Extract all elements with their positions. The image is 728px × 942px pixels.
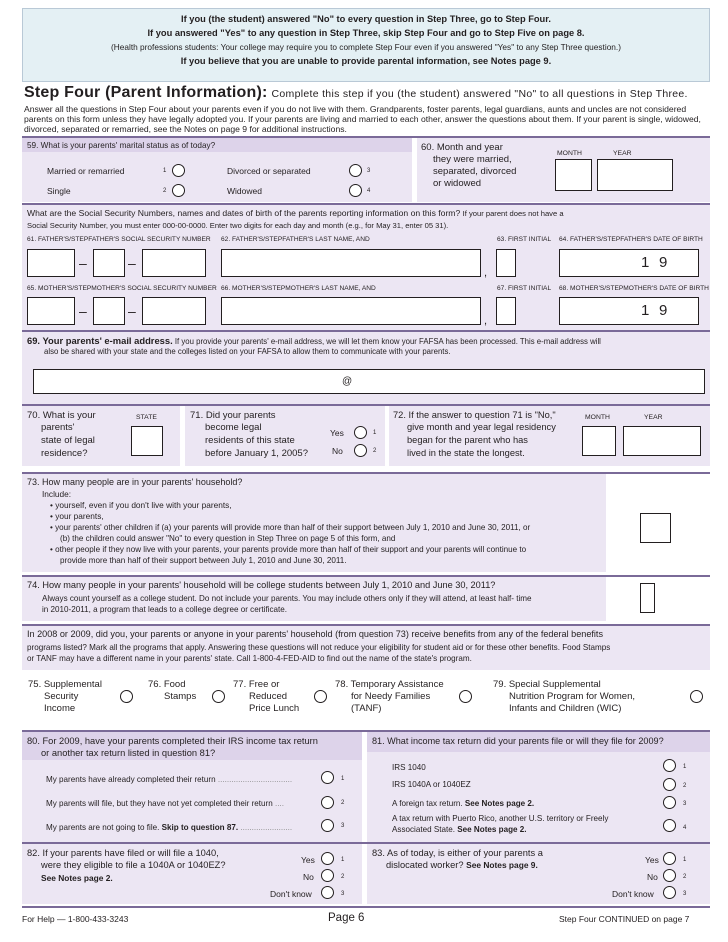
q64-label: 64. FATHER'S/STEPFATHER'S DATE OF BIRTH (559, 236, 703, 243)
q82-no-label: No (303, 872, 314, 882)
q61-ssn-part2[interactable] (93, 249, 125, 277)
q81-1040-radio[interactable] (663, 759, 676, 772)
q82-no-radio[interactable] (321, 869, 334, 882)
q72-month-label: MONTH (585, 414, 610, 421)
q71-yes-label: Yes (330, 428, 344, 438)
q60-month-field[interactable] (555, 159, 592, 191)
q59-single-radio[interactable] (172, 184, 185, 197)
q81-foreign-radio[interactable] (663, 796, 676, 809)
q71-no-label: No (332, 446, 343, 456)
q72-label-1: 72. If the answer to question 71 is "No," (393, 410, 556, 420)
q80-option-3-skip: Skip to question 87. (161, 823, 239, 832)
q65-label: 65. MOTHER'S/STEPMOTHER'S SOCIAL SECURITY NUMBER (27, 285, 217, 292)
q71-label-2: become legal (205, 422, 262, 433)
year-prefix-9: 9 (659, 254, 668, 271)
benefits-text-2: programs listed? Mark all the programs that apply. Answering these questions will not reduce your eligibility for student aid or for these other benefits. Food Stamps (27, 643, 611, 652)
q80-option-2-text: My parents will file, but they have not yet completed their return (46, 799, 273, 808)
q70-label-1: 70. What is your (27, 410, 96, 421)
q72-label-4: lived in the state the longest. (407, 448, 525, 458)
q83-dont-know-label: Don't know (612, 889, 654, 899)
q82-label-1: 82. If your parents have filed or will file a 1040, (27, 848, 219, 858)
q60-month-label: MONTH (557, 150, 582, 157)
benefits-text-3: or TANF may have a different name in your parents' state. Call 1-800-4-FED-AID to find out the name of the state's program. (27, 654, 472, 663)
q62-label: 62. FATHER'S/STEPFATHER'S LAST NAME, AND (221, 236, 370, 243)
step-subtitle: Complete this step if you (the student) answered "No" to all questions in Step Three. (271, 88, 688, 100)
q83-label-2 (386, 859, 538, 872)
q76-label-1: 76. Food (148, 679, 186, 690)
q70-label-3: state of legal (41, 435, 95, 446)
q73-bullet-1-text: yourself, even if you don't live with your parents, (55, 500, 232, 510)
q80-label-1: 80. For 2009, have your parents completed their IRS income tax return (27, 736, 318, 746)
q80-completed-radio[interactable] (321, 771, 334, 784)
q83-dont-know-radio[interactable] (663, 886, 676, 899)
intro-line-4: If you believe that you are unable to provide parental information, see Notes page 9. (180, 56, 552, 66)
q73-bullet-2-text: your parents, (55, 511, 104, 521)
option-number: 3 (683, 891, 687, 897)
q73-bullet-4: • other people if they now live with your parents, your parents provide more than half of their support and your parents will continue to (50, 545, 527, 554)
q59-divorced-radio[interactable] (349, 164, 362, 177)
q75-label-2: Security (44, 691, 79, 702)
q59-widowed-radio[interactable] (349, 184, 362, 197)
q65-ssn-part1[interactable] (27, 297, 75, 325)
q79-label-2: Nutrition Program for Women, (509, 691, 636, 702)
q59-option-married: Married or remarried (47, 166, 125, 176)
q81-option-4a: A tax return with Puerto Rico, another U.S. territory or Freely (392, 814, 609, 823)
step-description: Answer all the questions in Step Four about your parents even if you do not live with them. Grandparents, foster parents, legal guardians, aunts and uncles are not considered parents on this form unless they have legally adopted you. If your parents are living and married to each other, answer the questions about them. If your parent is single, widowed, divorced, separated or remarried, see the Notes on page 9 for additional instructions. (24, 104, 701, 134)
q83-label-2-text: dislocated worker? (386, 860, 464, 870)
q81-option-1: IRS 1040 (392, 763, 426, 772)
q80-will-file-radio[interactable] (321, 796, 334, 809)
q73-bullet-4b: provide more than half of their support between July 1, 2010 and June 30, 2011. (60, 556, 347, 565)
q72-month-field[interactable] (582, 426, 616, 456)
q65-ssn-part2[interactable] (93, 297, 125, 325)
q80-option-3-text: My parents are not going to file. (46, 823, 160, 832)
q79-label-3: Infants and Children (WIC) (509, 703, 622, 714)
q74-text-2: in 2010-2011, a program that leads to a college degree or certificate. (42, 605, 288, 614)
option-number: 1 (373, 430, 377, 436)
q81-label: 81. What income tax return did your parents file or will they file for 2009? (372, 736, 664, 746)
q74-label: 74. How many people in your parents' household will be college students between July 1, 2010 and June 30, 2011? (27, 580, 496, 590)
q81-option-3-note: See Notes page 2. (464, 799, 535, 808)
q61-ssn-part3[interactable] (142, 249, 206, 277)
q69-email-field[interactable] (33, 369, 705, 394)
q76-food-stamps-radio[interactable] (212, 690, 225, 703)
q83-no-label: No (647, 872, 658, 882)
q63-label: 63. FIRST INITIAL (497, 236, 552, 243)
q60-label-1: 60. Month and year (421, 142, 503, 153)
ssn-dash: – (128, 303, 136, 319)
q81-option-3 (392, 798, 534, 809)
option-number: 4 (367, 188, 371, 194)
q59-option-divorced: Divorced or separated (227, 166, 311, 176)
q75-label-3: Income (44, 703, 76, 714)
q64-dob-field[interactable] (559, 249, 699, 277)
q73-bullet-2: • your parents, (50, 511, 104, 521)
q78-label-1: 78. Temporary Assistance (335, 679, 444, 690)
ssn-dash: – (79, 255, 87, 271)
q69-label: 69. Your parents' e-mail address. (27, 335, 173, 346)
q70-state-label: STATE (136, 414, 157, 421)
q59-married-radio[interactable] (172, 164, 185, 177)
q72-year-label: YEAR (644, 414, 663, 421)
q59-label: 59. What is your parents' marital status as of today? (27, 141, 216, 150)
q70-label-2: parents' (41, 422, 75, 433)
option-number: 1 (683, 857, 687, 863)
q67-label: 67. FIRST INITIAL (497, 285, 552, 292)
q73-bullet-3b: (b) the children could answer "No" to every question in Step Three on page 5 of this form, and (60, 534, 396, 543)
q78-tanf-radio[interactable] (459, 690, 472, 703)
q72-label-2: give month and year legal residency (407, 422, 556, 432)
q74-text-1: Always count yourself as a college student. Do not include your parents. You may include others only if they will attend, at least half- time (42, 594, 532, 603)
q60-label-2: they were married, (433, 154, 512, 165)
option-number: 3 (341, 823, 345, 829)
ssn-dash: – (79, 303, 87, 319)
q83-label-2-note: See Notes page 9. (466, 860, 538, 870)
q81-option-4-note: See Notes page 2. (457, 825, 527, 834)
q82-yes-radio[interactable] (321, 852, 334, 865)
q71-label-4: before January 1, 2005? (205, 448, 308, 459)
q80-not-file-radio[interactable] (321, 819, 334, 832)
year-prefix-9: 9 (659, 302, 668, 319)
q82-label-3: See Notes page 2. (41, 873, 113, 883)
q80-label-2: or another tax return listed in question 81? (41, 748, 216, 758)
option-number: 3 (683, 801, 687, 807)
ssn-instructions (27, 208, 564, 219)
step-four-header (24, 84, 714, 134)
q71-yes-radio[interactable] (354, 426, 367, 439)
q73-bullet-4-text: other people if they now live with your parents, your parents provide more than half of their support and your parents will continue to (55, 545, 527, 554)
q70-state-field[interactable] (131, 426, 163, 456)
q61-label: 61. FATHER'S/STEPFATHER'S SOCIAL SECURITY NUMBER (27, 236, 211, 243)
option-number: 1 (341, 776, 345, 782)
q81-territory-radio[interactable] (663, 819, 676, 832)
ssn-instructions-2: Social Security Number, you must enter 000-00-0000. Enter two digits for each day and month (e.g., for May 31, enter 05 31). (27, 221, 449, 230)
q70-label-4: residence? (41, 448, 88, 459)
ssn-dash: – (128, 255, 136, 271)
intro-line-1: If you (the student) answered "No" to every question in Step Three, go to Step Four. (181, 14, 551, 24)
q81-option-4b (392, 824, 527, 835)
option-number: 2 (683, 874, 687, 880)
q73-include: Include: (42, 489, 72, 499)
q78-label-2: for Needy Families (351, 691, 431, 702)
step-title: Step Four (Parent Information): (24, 84, 268, 101)
q69-text-1: If you provide your parents' e-mail address, we will let them know your FAFSA has been processed. This e-mail address will (174, 337, 601, 346)
year-prefix-1: 1 (641, 302, 650, 319)
q77-label-1: 77. Free or (233, 679, 280, 690)
q77-label-2: Reduced (249, 691, 288, 702)
q82-yes-label: Yes (301, 855, 315, 865)
q79-wic-radio[interactable] (690, 690, 703, 703)
q72-year-field[interactable] (623, 426, 701, 456)
option-number: 4 (683, 825, 687, 831)
q83-yes-label: Yes (645, 855, 659, 865)
q81-option-2: IRS 1040A or 1040EZ (392, 780, 471, 789)
option-number: 3 (367, 168, 371, 174)
q66-last-name-field[interactable] (221, 297, 481, 325)
option-number: 2 (683, 783, 687, 789)
q60-label-4: or widowed (433, 178, 482, 189)
q71-no-radio[interactable] (354, 444, 367, 457)
q82-dont-know-radio[interactable] (321, 886, 334, 899)
q81-1040a-radio[interactable] (663, 778, 676, 791)
option-number: 3 (341, 891, 345, 897)
option-number: 2 (341, 800, 345, 806)
q77-label-3: Price Lunch (249, 703, 300, 714)
q76-label-2: Stamps (164, 691, 197, 702)
q80-option-3: My parents are not going to file. Skip to question 87. ....................... (46, 823, 293, 832)
intro-line-2: If you answered "Yes" to any question in Step Three, skip Step Four and go to Step Five on page 8. (147, 28, 585, 38)
q67-initial-field[interactable] (496, 297, 516, 325)
comma: , (484, 267, 488, 279)
q73-bullet-3: • your parents' other children if (a) your parents will provide more than half of their support between July 1, 2010 and June 30, 2011, or (50, 523, 531, 532)
q83-no-radio[interactable] (663, 869, 676, 882)
q72-label-3: began for the parent who has (407, 435, 528, 445)
divider (22, 906, 710, 908)
option-number: 1 (163, 168, 167, 174)
footer-help: For Help — 1-800-433-3243 (22, 914, 129, 924)
q82-label-2: were they eligible to file a 1040A or 1040EZ? (41, 860, 226, 870)
q82-dont-know-label: Don't know (270, 889, 312, 899)
q75-ssi-radio[interactable] (120, 690, 133, 703)
q60-year-label: YEAR (613, 150, 632, 157)
q73-label: 73. How many people are in your parents' household? (27, 477, 243, 487)
ssn-instructions-small: If your parent does not have a (462, 209, 564, 218)
year-prefix-1: 1 (641, 254, 650, 271)
q79-label-1: 79. Special Supplemental (493, 679, 601, 690)
q81-option-3-text: A foreign tax return. (392, 799, 463, 808)
option-number: 2 (163, 188, 167, 194)
q80-option-1: My parents have already completed their return ................................. (46, 775, 293, 784)
q60-label-3: separated, divorced (433, 166, 517, 177)
q80-option-2: My parents will file, but they have not yet completed their return .... (46, 799, 284, 808)
option-number: 2 (373, 448, 377, 454)
q61-ssn-part1[interactable] (27, 249, 75, 277)
benefits-text-1: In 2008 or 2009, did you, your parents or anyone in your parents' household (from question 73) receive benefits from any of the federal benefits (27, 629, 604, 639)
q60-year-field[interactable] (597, 159, 673, 191)
q63-initial-field[interactable] (496, 249, 516, 277)
footer-continued: Step Four CONTINUED on page 7 (559, 914, 690, 924)
intro-line-3: (Health professions students: Your college may require you to complete Step Four even if you answered "Yes" to any Step Three question.) (111, 42, 621, 52)
q71-label-3: residents of this state (205, 435, 295, 446)
q69-text-2: also be shared with your state and the colleges listed on your FAFSA to allow them to communicate with your parents. (44, 347, 451, 356)
q68-label: 68. MOTHER'S/STEPMOTHER'S DATE OF BIRTH (559, 285, 709, 292)
q73-bullet-3-text: your parents' other children if (a) your parents will provide more than half of their support between July 1, 2010 and June 30, 2011, or (55, 523, 531, 532)
q83-label-1: 83. As of today, is either of your parents a (372, 848, 543, 858)
comma: , (484, 315, 488, 327)
intro-box (22, 8, 710, 82)
q73-bullet-1: • yourself, even if you don't live with your parents, (50, 500, 232, 510)
q62-last-name-field[interactable] (221, 249, 481, 277)
q74-students-count-field[interactable] (640, 583, 655, 613)
q59-option-widowed: Widowed (227, 186, 262, 196)
email-at-sign: @ (342, 376, 353, 387)
q77-free-lunch-radio[interactable] (314, 690, 327, 703)
q83-yes-radio[interactable] (663, 852, 676, 865)
option-number: 1 (341, 857, 345, 863)
option-number: 1 (683, 764, 687, 770)
q73-household-count-field[interactable] (640, 513, 671, 543)
q66-label: 66. MOTHER'S/STEPMOTHER'S LAST NAME, AND (221, 285, 376, 292)
q65-ssn-part3[interactable] (142, 297, 206, 325)
ssn-instructions-text: What are the Social Security Numbers, names and dates of birth of the parents reporting information on this form? (27, 208, 461, 218)
q78-label-3: (TANF) (351, 703, 382, 714)
q80-option-1-text: My parents have already completed their return (46, 775, 216, 784)
q68-dob-field[interactable] (559, 297, 699, 325)
option-number: 2 (341, 874, 345, 880)
q75-label-1: 75. Supplemental (28, 679, 102, 690)
footer-page-number: Page 6 (328, 912, 365, 924)
q81-option-4-text: Associated State. (392, 825, 455, 834)
q59-option-single: Single (47, 186, 71, 196)
q71-label-1: 71. Did your parents (190, 410, 276, 421)
